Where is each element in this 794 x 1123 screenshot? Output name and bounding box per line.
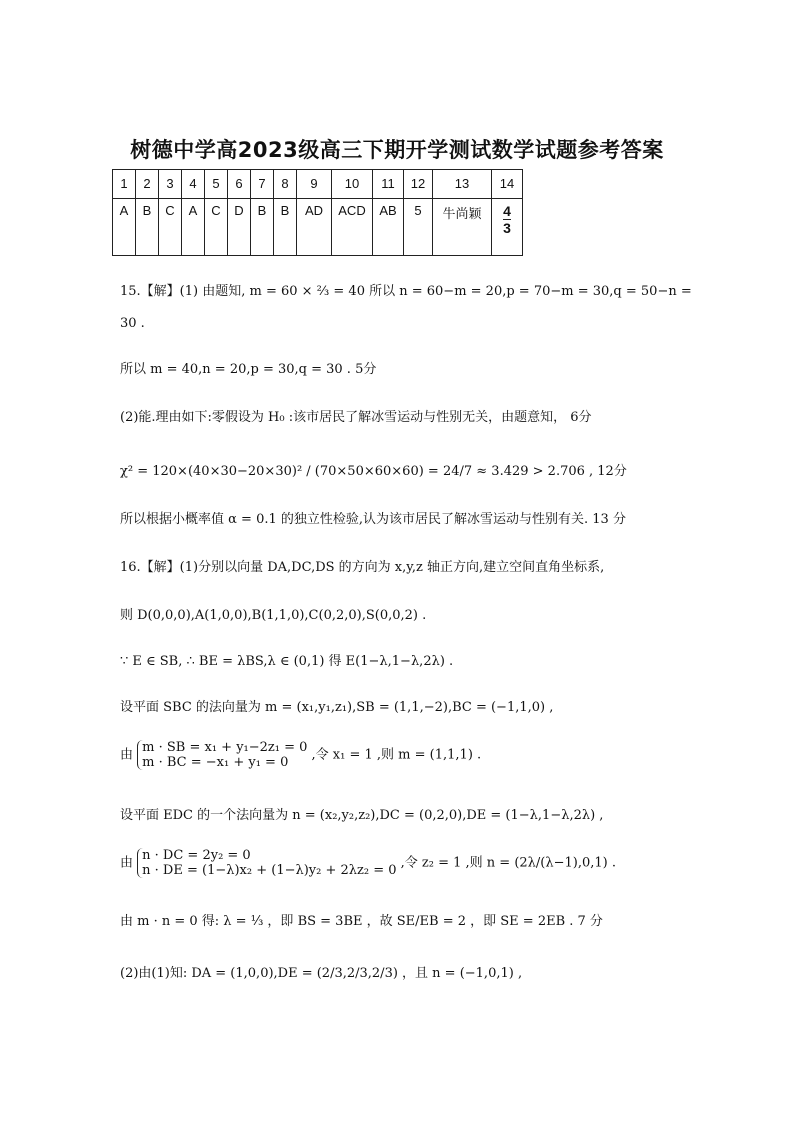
question-number: 11 [373,170,404,199]
solution-line: χ² = 120×(40×30−20×30)² / (70×50×60×60) = 24/7 ≈ 3.429 > 2.706 , 12分 [120,464,627,479]
equation: n · DE = (1−λ)x₂ + (1−λ)y₂ + 2λz₂ = 0 [142,863,397,878]
solution-line: 设平面 SBC 的法向量为 m = (x₁,y₁,z₁),SB = (1,1,−2),BC = (−1,1,0) , [120,700,554,715]
solution-line: 设平面 EDC 的一个法向量为 n = (x₂,y₂,z₂),DC = (0,2,0),DE = (1−λ,1−λ,2λ) , [120,808,604,823]
answer-table-answer-row [113,199,523,256]
question-number: 6 [228,170,251,199]
answer-cell: 牛尚颖 [433,199,492,256]
answer-cell-fraction [492,199,523,256]
question-number: 10 [332,170,373,199]
answer-table [112,169,523,256]
question-number: 1 [113,170,136,199]
equation-conclusion: ,令 x₁ = 1 ,则 m = (1,1,1) . [311,747,482,763]
equation-system [137,740,307,770]
answer-cell: AD [297,199,332,256]
equation-system-line [120,848,616,878]
solution-line: 所以根据小概率值 α = 0.1 的独立性检验,认为该市居民了解冰雪运动与性别有关. 13 分 [120,512,626,527]
answer-cell: A [182,199,205,256]
answer-cell: D [228,199,251,256]
answer-cell: ACD [332,199,373,256]
answer-cell: B [136,199,159,256]
question-number: 5 [205,170,228,199]
answer-cell: C [159,199,182,256]
answer-cell: B [274,199,297,256]
fraction-numerator: 4 [503,203,511,219]
fraction-denominator: 3 [503,220,511,236]
solution-line: 则 D(0,0,0),A(1,0,0),B(1,1,0),C(0,2,0),S(0,0,2) . [120,608,427,623]
solution-line: (2)能.理由如下:零假设为 H₀ :该市居民了解冰雪运动与性别无关，由题意知， 6分 [120,410,592,425]
answer-table-header-row [113,170,523,199]
equation: m · BC = −x₁ + y₁ = 0 [142,755,289,770]
equation: n · DC = 2y₂ = 0 [142,848,251,863]
prefix-you: 由 [120,747,134,763]
answer-cell: C [205,199,228,256]
solution-line: 所以 m = 40,n = 20,p = 30,q = 30 . 5分 [120,362,377,377]
equation-system [137,848,396,878]
answer-cell: AB [373,199,404,256]
question-number: 14 [492,170,523,199]
equation: m · SB = x₁ + y₁−2z₁ = 0 [142,740,308,755]
question-number: 13 [433,170,492,199]
answer-cell: B [251,199,274,256]
solution-line: 16.【解】(1)分别以向量 DA,DC,DS 的方向为 x,y,z 轴正方向,建立空间直角坐标系, [120,560,605,575]
solution-line: 15.【解】(1) 由题知, m = 60 × ⅔ = 40 所以 n = 60−m = 20,p = 70−m = 30,q = 50−n = [120,284,692,299]
solution-line: 由 m · n = 0 得: λ = ⅓ ，即 BS = 3BE ，故 SE/EB = 2 ，即 SE = 2EB . 7 分 [120,914,603,929]
question-number: 2 [136,170,159,199]
question-number: 3 [159,170,182,199]
equation-conclusion: ,令 z₂ = 1 ,则 n = (2λ/(λ−1),0,1) . [400,855,616,871]
equation-system-line [120,740,481,770]
question-number: 7 [251,170,274,199]
question-number: 9 [297,170,332,199]
solution-line: 30 . [120,316,145,331]
page-title: 树德中学高2023级高三下期开学测试数学试题参考答案 [130,138,664,162]
question-number: 8 [274,170,297,199]
solution-line: (2)由(1)知: DA = (1,0,0),DE = (2/3,2/3,2/3) ，且 n = (−1,0,1) , [120,966,523,981]
fraction [503,203,511,236]
prefix-you: 由 [120,855,134,871]
question-number: 12 [404,170,433,199]
question-number: 4 [182,170,205,199]
answer-cell: A [113,199,136,256]
answer-cell: 5 [404,199,433,256]
solution-line: ∵ E ∈ SB, ∴ BE = λBS,λ ∈ (0,1) 得 E(1−λ,1−λ,2λ) . [120,654,454,669]
